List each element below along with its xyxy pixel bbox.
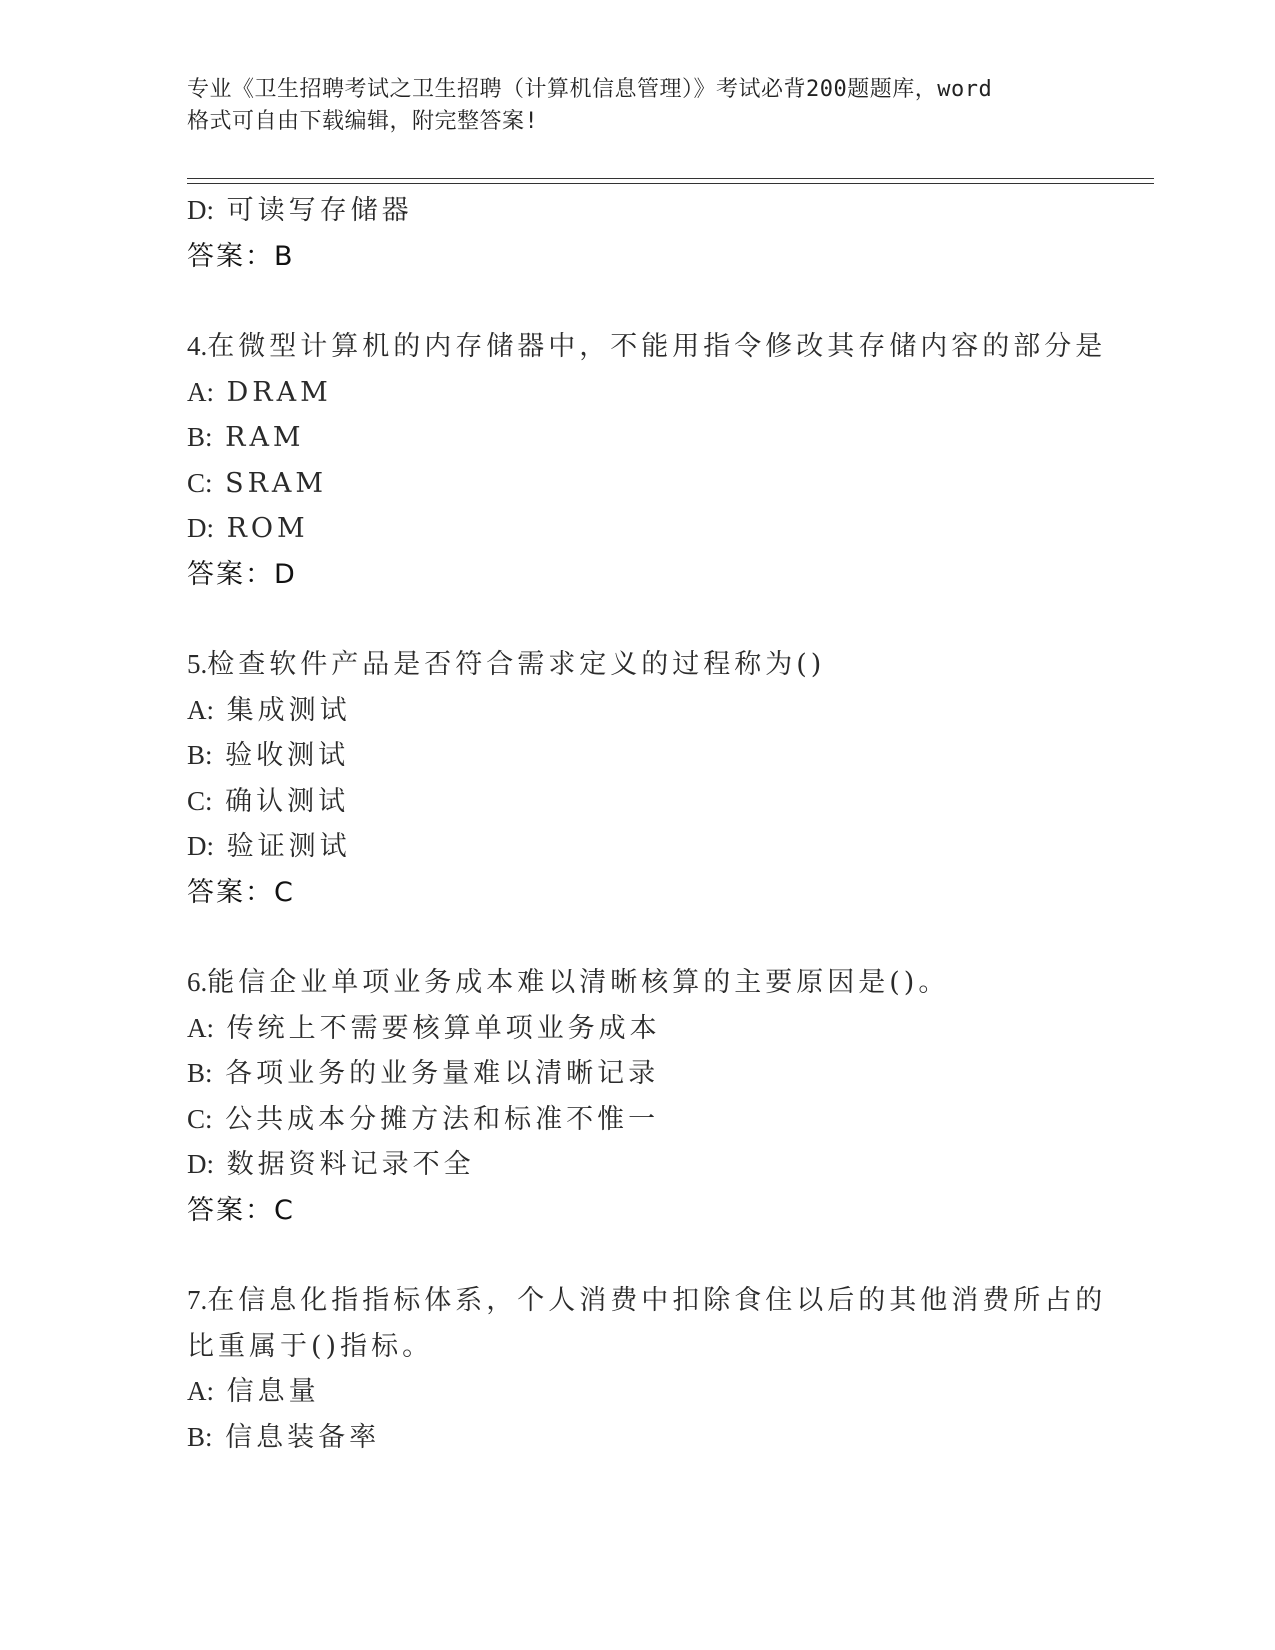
answer-label: 答案：C <box>187 1194 295 1226</box>
option-text: 数据资料记录不全 <box>226 1149 475 1180</box>
option-d <box>187 1142 1147 1188</box>
option-b <box>187 415 1147 461</box>
option-b <box>187 1051 1147 1097</box>
option-c <box>187 461 1147 507</box>
prev-option-d <box>187 188 1147 234</box>
option-text: 确认测试 <box>225 785 350 817</box>
option-d <box>187 824 1147 870</box>
option-letter: D: <box>187 195 214 225</box>
header-divider-bottom <box>187 183 1154 184</box>
option-text: ROM <box>226 513 309 544</box>
question-stem-text: 能信企业单项业务成本难以清晰核算的主要原因是()。 <box>207 967 950 998</box>
question-stem-text: 检查软件产品是否符合需求定义的过程称为() <box>207 649 826 680</box>
option-letter: A: <box>187 1012 214 1043</box>
question-number: 7. <box>187 1285 208 1315</box>
question-number: 6. <box>187 967 208 997</box>
option-text: RAM <box>225 422 305 453</box>
option-text: 验证测试 <box>226 831 351 862</box>
option-letter: C: <box>187 785 213 816</box>
option-text: SRAM <box>225 467 328 499</box>
spacer <box>187 597 1147 642</box>
option-letter: C: <box>187 1103 213 1134</box>
question-stem-text: 在微型计算机的内存储器中，不能用指令修改其存储内容的部分是 <box>207 331 1107 362</box>
question-number: 4. <box>187 331 208 361</box>
option-a <box>187 1369 1147 1415</box>
answer-label: 答案：D <box>187 558 297 590</box>
option-letter: A: <box>187 694 214 725</box>
header-line-2: 格式可自由下载编辑，附完整答案! <box>187 109 539 134</box>
option-text: 信息装备率 <box>225 1421 381 1453</box>
question-stem <box>187 1278 1147 1324</box>
option-letter: C: <box>187 467 213 498</box>
answer-label: 答案：C <box>187 876 295 908</box>
option-letter: D: <box>187 1149 214 1179</box>
question-stem-continuation: 比重属于()指标。 <box>187 1330 434 1362</box>
question-stem <box>187 960 1147 1006</box>
option-letter: D: <box>187 831 214 861</box>
option-a <box>187 1006 1147 1052</box>
option-b <box>187 733 1147 779</box>
spacer <box>187 1233 1147 1278</box>
option-c <box>187 1097 1147 1143</box>
option-letter: B: <box>187 1058 213 1088</box>
option-letter: D: <box>187 513 214 543</box>
option-text: 公共成本分摊方法和标准不惟一 <box>225 1103 660 1135</box>
option-letter: B: <box>187 740 213 770</box>
option-letter: B: <box>187 422 213 452</box>
option-text: 集成测试 <box>226 694 351 726</box>
option-text: 传统上不需要核算单项业务成本 <box>226 1012 661 1044</box>
option-a <box>187 370 1147 416</box>
option-d <box>187 506 1147 552</box>
header-line-1: 专业《卫生招聘考试之卫生招聘（计算机信息管理）》考试必背200题题库，word <box>187 77 993 102</box>
spacer <box>187 279 1147 324</box>
option-letter: B: <box>187 1421 213 1452</box>
document-header <box>187 74 1087 138</box>
option-text: 可读写存储器 <box>226 195 413 226</box>
option-c <box>187 779 1147 825</box>
question-stem <box>187 324 1147 370</box>
option-text: 验收测试 <box>225 740 350 771</box>
option-text: 各项业务的业务量难以清晰记录 <box>225 1058 660 1089</box>
prev-answer: 答案：B <box>187 240 295 272</box>
question-number: 5. <box>187 649 208 679</box>
option-a <box>187 688 1147 734</box>
question-stem-text: 在信息化指指标体系，个人消费中扣除食住以后的其他消费所占的 <box>207 1285 1107 1316</box>
option-letter: A: <box>187 376 214 407</box>
question-stem <box>187 642 1147 688</box>
option-letter: A: <box>187 1376 214 1406</box>
option-text: DRAM <box>226 376 332 408</box>
spacer <box>187 915 1147 960</box>
question-list <box>187 188 1147 1460</box>
option-text: 信息量 <box>226 1376 320 1407</box>
option-b <box>187 1415 1147 1461</box>
header-divider-top <box>187 178 1154 179</box>
